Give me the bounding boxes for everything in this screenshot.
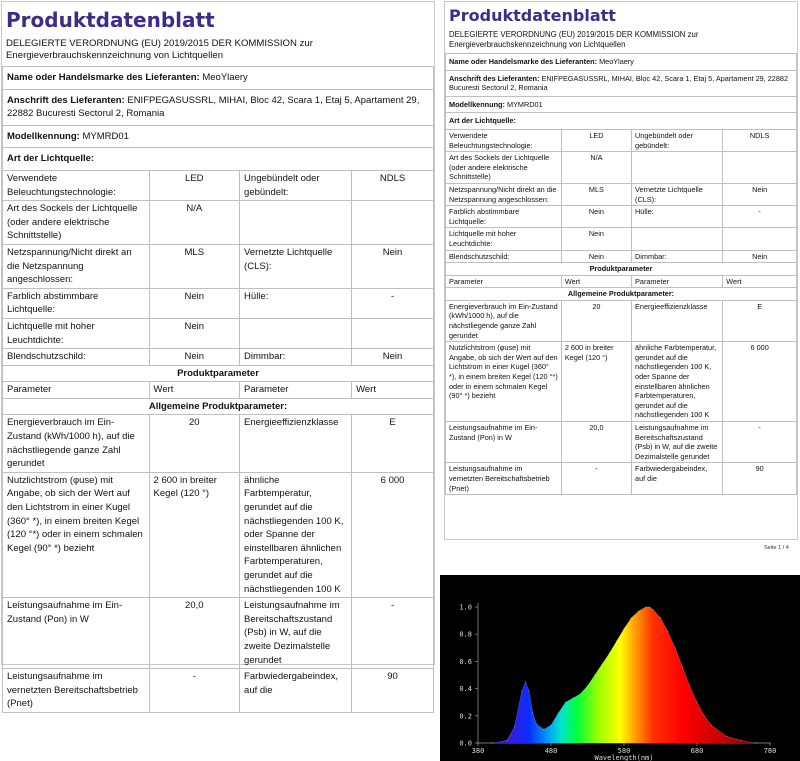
supplier-name-label: Name oder Handelsmarke des Lieferanten: — [7, 72, 200, 83]
light-row-label-2: Ungebündelt oder gebündelt: — [240, 170, 352, 200]
light-row-value-2: - — [352, 288, 434, 318]
supplier-address-value: ENIFPEGASUSSRL, MIHAI, Bloc 42, Scara 1, Etaj 5, Apartament 29, 22882 Bucuresti Sectorul 2, Romania — [7, 94, 420, 120]
light-row — [3, 318, 434, 348]
column-header: Parameter — [446, 275, 562, 288]
spectrum-point — [660, 617, 661, 618]
light-row-value: N/A — [561, 152, 631, 184]
spectrum-point — [521, 691, 522, 692]
model-row — [446, 96, 797, 113]
model-label: Modellkennung: — [7, 130, 80, 142]
spectrum-point — [638, 611, 639, 612]
light-row-value-2 — [723, 228, 797, 250]
x-tick-label: 780 — [763, 747, 777, 755]
param-value-2: 6 000 — [723, 342, 797, 422]
light-row-value-2 — [352, 318, 434, 348]
param-value: 20,0 — [149, 598, 240, 669]
supplier-address-label: Anschrift des Lieferanten: — [7, 94, 125, 106]
x-tick-label: 580 — [617, 747, 631, 755]
param-label: Energieverbrauch im Ein-Zustand (kWh/1000 h), auf die nächstliegende ganze Zahl gerundet — [446, 300, 562, 341]
spectrum-point — [492, 742, 493, 743]
column-header: Wert — [561, 275, 631, 288]
param-label-2: Energieeffizienzklasse — [632, 300, 723, 341]
param-label-2: Energieeffizienzklasse — [240, 415, 352, 472]
product-params-header-row — [3, 365, 434, 382]
light-row — [446, 206, 797, 228]
light-row — [3, 170, 434, 200]
spectrum-point — [532, 713, 533, 714]
param-label: Leistungsaufnahme im vernetzten Bereitschaftsbetrieb (Pnet) — [3, 669, 150, 713]
spectrum-point — [682, 666, 683, 667]
spectrum-point — [580, 693, 581, 694]
light-row-label: Verwendete Beleuchtungstechnologie: — [3, 170, 150, 200]
param-row — [446, 300, 797, 341]
supplier-name-row — [446, 54, 797, 71]
light-row-label: Farblich abstimmbare Lichtquelle: — [446, 206, 562, 228]
spectrum-chart — [440, 575, 800, 761]
supplier-name-value: MeoYlaery — [599, 57, 634, 66]
spectrum-point — [602, 664, 603, 665]
y-tick-label: 0.0 — [459, 739, 472, 748]
y-tick-label: 1.0 — [459, 603, 472, 612]
product-params-header-row — [446, 263, 797, 276]
column-header: Parameter — [632, 275, 723, 288]
spectrum-point — [609, 653, 610, 654]
spectrum-point — [616, 640, 617, 641]
light-row-label: Netzspannung/Nicht direkt an die Netzspannung angeschlossen: — [446, 183, 562, 205]
light-row-value: MLS — [149, 244, 240, 288]
supplier-name-row — [3, 67, 434, 90]
param-value: 20,0 — [561, 422, 631, 463]
param-row — [446, 422, 797, 463]
spectrum-fill-area — [478, 607, 770, 743]
spectrum-point — [514, 726, 515, 727]
datasheet-title: Produktdatenblatt — [449, 6, 616, 25]
param-value: 2 600 in breiter Kegel (120 °) — [561, 342, 631, 422]
light-row-label-2: Dimmbar: — [240, 349, 352, 366]
param-value: 20 — [149, 415, 240, 472]
light-row — [446, 129, 797, 151]
y-tick-label: 0.2 — [459, 712, 472, 721]
light-row — [446, 183, 797, 205]
supplier-address-row — [3, 89, 434, 125]
param-label: Leistungsaufnahme im Ein-Zustand (Pon) in W — [3, 598, 150, 669]
light-row-label-2 — [240, 318, 352, 348]
param-row — [446, 342, 797, 422]
light-row-label: Blendschutzschild: — [3, 349, 150, 366]
datasheet-page-small — [444, 1, 798, 540]
light-row-label: Farblich abstimmbare Lichtquelle: — [3, 288, 150, 318]
light-row-label: Lichtquelle mit hoher Leuchtdichte: — [446, 228, 562, 250]
param-value: 20 — [561, 300, 631, 341]
supplier-address-row — [446, 70, 797, 96]
spectrum-point — [726, 736, 727, 737]
general-params-header-row — [446, 288, 797, 301]
model-row — [3, 125, 434, 148]
param-value-2: 90 — [352, 669, 434, 713]
param-value-2: E — [352, 415, 434, 472]
spectrum-point — [623, 628, 624, 629]
spectrum-point — [696, 702, 697, 703]
light-row-label-2: Hülle: — [240, 288, 352, 318]
light-row-value: Nein — [561, 250, 631, 263]
light-row-label-2 — [632, 228, 723, 250]
column-header: Wert — [149, 382, 240, 399]
spectrum-point — [543, 729, 544, 730]
param-row — [3, 415, 434, 472]
param-value-2: - — [352, 598, 434, 669]
light-row-label: Verwendete Beleuchtungstechnologie: — [446, 129, 562, 151]
light-row-value: MLS — [561, 183, 631, 205]
supplier-name-value: MeoYlaery — [202, 72, 248, 83]
light-row-value-2 — [352, 201, 434, 245]
light-row-label: Art des Sockels der Lichtquelle (oder andere elektrische Schnittstelle) — [3, 201, 150, 245]
param-row — [446, 463, 797, 495]
light-row — [3, 201, 434, 245]
spectrum-point — [740, 740, 741, 741]
supplier-address-label: Anschrift des Lieferanten: — [449, 73, 540, 83]
general-params-header-row — [3, 398, 434, 415]
spectrum-point — [565, 702, 566, 703]
page-number: Seite 1 / 4 — [764, 545, 789, 551]
light-row-label-2: Hülle: — [632, 206, 723, 228]
datasheet-page-large — [1, 1, 435, 710]
model-label: Modellkennung: — [449, 99, 505, 109]
spectrum-point — [704, 715, 705, 716]
regulation-intro: DELEGIERTE VERORDNUNG (EU) 2019/2015 DER KOMMISSION zur Energieverbrauchskennzeichnung von Lichtquellen — [6, 38, 313, 61]
light-row-value: N/A — [149, 201, 240, 245]
spectrum-point — [649, 606, 650, 607]
param-label-2: Leistungsaufnahme im Bereitschaftszustand (Psb) in W, auf die zweite Dezimalstelle gerundet — [632, 422, 723, 463]
supplier-address-value: ENIFPEGASUSSRL, MIHAI, Bloc 42, Scara 1, Etaj 5, Apartament 29, 22882 Bucuresti Sectorul 2, Romania — [449, 73, 789, 93]
param-row — [3, 598, 434, 669]
light-row-value-2: Nein — [352, 244, 434, 288]
general-params-header: Allgemeine Produktparameter: — [446, 288, 797, 301]
light-row-label: Blendschutzschild: — [446, 250, 562, 263]
light-row-value: LED — [561, 129, 631, 151]
general-params-header: Allgemeine Produktparameter: — [3, 398, 434, 415]
spectrum-point — [558, 713, 559, 714]
spectrum-point — [631, 617, 632, 618]
param-label-2: ähnliche Farbtemperatur, gerundet auf die nächstliegenden 100 K, oder Spanne der einstellbaren ähnlichen Farbtemperaturen, gerundet auf die nächstliegenden 100 K — [632, 342, 723, 422]
light-row-value: Nein — [149, 288, 240, 318]
spectrum-point — [689, 685, 690, 686]
supplier-name-label: Name oder Handelsmarke des Lieferanten: — [449, 57, 598, 66]
light-row-label-2: Ungebündelt oder gebündelt: — [632, 129, 723, 151]
light-row-label-2: Dimmbar: — [632, 250, 723, 263]
light-source-header: Art der Lichtquelle: — [3, 148, 434, 171]
light-source-header-row — [446, 113, 797, 130]
spectrum-point — [550, 725, 551, 726]
light-row-value: Nein — [149, 318, 240, 348]
param-value: 2 600 in breiter Kegel (120 °) — [149, 472, 240, 597]
light-row-label: Netzspannung/Nicht direkt an die Netzspannung angeschlossen: — [3, 244, 150, 288]
y-tick-label: 0.6 — [459, 657, 472, 666]
spectrum-point — [507, 740, 508, 741]
spectrum-point — [525, 681, 526, 682]
light-row-value-2 — [723, 152, 797, 184]
x-tick-label: 480 — [544, 747, 558, 755]
param-label: Nutzlichtstrom (φuse) mit Angabe, ob sich der Wert auf den Lichtstrom in einer Kugel (360° *), in einem breiten Kegel (120 °*) oder in einem schmalen Kegel (90° *) bezieht — [446, 342, 562, 422]
light-source-header: Art der Lichtquelle: — [446, 113, 797, 130]
light-row-value-2: Nein — [352, 349, 434, 366]
x-axis-label: Wavelength(nm) — [594, 754, 654, 761]
light-row — [446, 152, 797, 184]
light-row-label: Lichtquelle mit hoher Leuchtdichte: — [3, 318, 150, 348]
param-label-2: Leistungsaufnahme im Bereitschaftszustand (Psb) in W, auf die zweite Dezimalstelle gerundet — [240, 598, 352, 669]
spectrum-point — [529, 691, 530, 692]
spectrum-point — [645, 606, 646, 607]
spectrum-point — [769, 742, 770, 743]
light-row-label-2: Vernetzte Lichtquelle (CLS): — [632, 183, 723, 205]
param-value-2: - — [723, 422, 797, 463]
spectrum-point — [675, 647, 676, 648]
light-row — [3, 288, 434, 318]
spectrum-svg — [440, 575, 800, 761]
light-row-label: Art des Sockels der Lichtquelle (oder andere elektrische Schnittstelle) — [446, 152, 562, 184]
param-label-2: Farbwiedergabeindex, auf die — [632, 463, 723, 495]
param-row — [3, 472, 434, 597]
light-row-value: Nein — [561, 228, 631, 250]
param-label: Leistungsaufnahme im vernetzten Bereitschaftsbetrieb (Pnet) — [446, 463, 562, 495]
light-row — [446, 228, 797, 250]
column-header: Wert — [723, 275, 797, 288]
light-row — [446, 250, 797, 263]
light-row-value: Nein — [149, 349, 240, 366]
model-value: MYMRD01 — [506, 99, 543, 109]
light-row-value: LED — [149, 170, 240, 200]
product-params-header: Produktparameter — [446, 263, 797, 276]
spectrum-point — [653, 609, 654, 610]
light-row-label-2 — [240, 201, 352, 245]
spectrum-point — [755, 742, 756, 743]
param-label: Nutzlichtstrom (φuse) mit Angabe, ob sich der Wert auf den Lichtstrom in einer Kugel (360° *), in einem breiten Kegel (120 °*) oder in einem schmalen Kegel (90° *) bezieht — [3, 472, 150, 597]
light-row-value-2: NDLS — [352, 170, 434, 200]
spectrum-point — [477, 742, 478, 743]
datasheet-title: Produktdatenblatt — [6, 8, 215, 32]
light-row — [3, 244, 434, 288]
x-tick-label: 380 — [471, 747, 485, 755]
spectrum-point — [536, 723, 537, 724]
light-row-value-2: - — [723, 206, 797, 228]
light-row — [3, 349, 434, 366]
column-header: Parameter — [240, 382, 352, 399]
param-row — [3, 669, 434, 713]
spectrum-point — [587, 685, 588, 686]
spectrum-point — [667, 631, 668, 632]
column-header: Parameter — [3, 382, 150, 399]
light-row-value-2: Nein — [723, 250, 797, 263]
regulation-intro: DELEGIERTE VERORDNUNG (EU) 2019/2015 DER KOMMISSION zur Energieverbrauchskennzeichnung von Lichtquellen — [449, 30, 699, 49]
param-value-2: 90 — [723, 463, 797, 495]
x-tick-label: 680 — [690, 747, 704, 755]
column-header-row — [3, 382, 434, 399]
param-value: - — [149, 669, 240, 713]
column-header-row — [446, 275, 797, 288]
param-label: Energieverbrauch im Ein-Zustand (kWh/1000 h), auf die nächstliegende ganze Zahl gerundet — [3, 415, 150, 472]
param-label-2: Farbwiedergabeindex, auf die — [240, 669, 352, 713]
light-row-value: Nein — [561, 206, 631, 228]
spectrum-point — [594, 674, 595, 675]
spectrum-point — [711, 725, 712, 726]
param-value-2: E — [723, 300, 797, 341]
datasheet-table — [2, 66, 434, 713]
light-row-label-2: Vernetzte Lichtquelle (CLS): — [240, 244, 352, 288]
y-tick-label: 0.4 — [459, 685, 472, 694]
param-value: - — [561, 463, 631, 495]
y-tick-label: 0.8 — [459, 630, 472, 639]
light-row-value-2: NDLS — [723, 129, 797, 151]
light-source-header-row — [3, 148, 434, 171]
column-header: Wert — [352, 382, 434, 399]
param-label: Leistungsaufnahme im Ein-Zustand (Pon) in W — [446, 422, 562, 463]
param-value-2: 6 000 — [352, 472, 434, 597]
spectrum-point — [572, 698, 573, 699]
light-row-label-2 — [632, 152, 723, 184]
model-value: MYMRD01 — [82, 130, 129, 142]
datasheet-table — [445, 53, 797, 495]
light-row-value-2: Nein — [723, 183, 797, 205]
param-label-2: ähnliche Farbtemperatur, gerundet auf die nächstliegenden 100 K, oder Spanne der einstellbaren ähnlichen Farbtemperaturen, gerundet auf die nächstliegenden 100 K — [240, 472, 352, 597]
product-params-header: Produktparameter — [3, 365, 434, 382]
